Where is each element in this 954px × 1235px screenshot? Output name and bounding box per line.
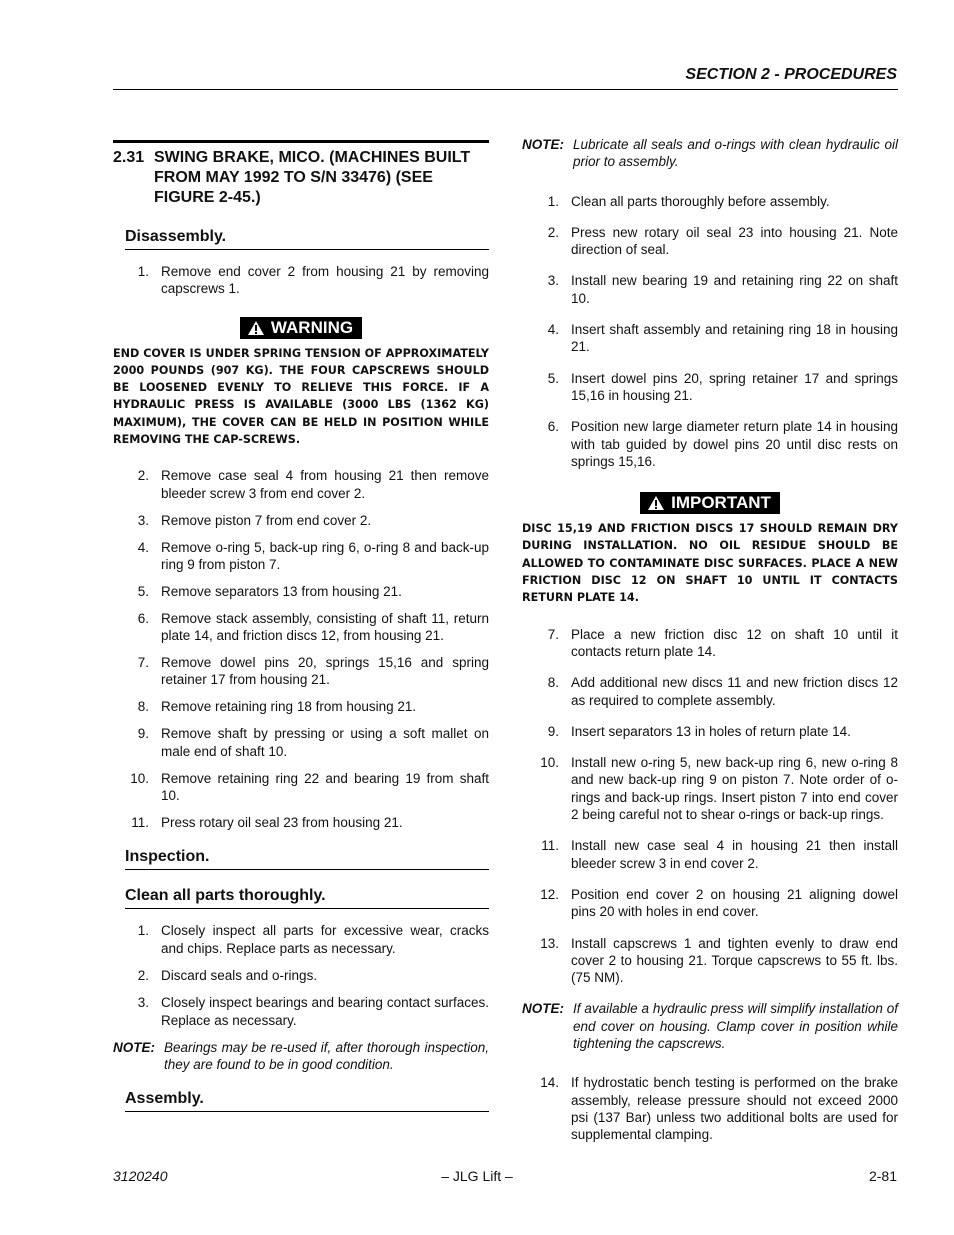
note-text: Lubricate all seals and o-rings with clean hydraulic oil prior to assembly. [573,137,898,170]
step-number: 6. [547,419,559,435]
step-number: 6. [137,610,149,626]
step-item [522,886,898,921]
step-number: 1. [137,264,149,279]
section-heading: SWING BRAKE, MICO. (MACHINES BUILT FROM MAY 1992 TO S/N 33476) (SEE FIGURE 2-45.) [154,149,471,206]
step-item [522,837,898,872]
step-number: 3. [547,273,559,289]
note-bearings [113,1039,489,1074]
step-item [113,512,489,529]
step-text: Remove retaining ring 18 from housing 21. [161,699,417,715]
step-text: Remove dowel pins 20, springs 15,16 and spring retainer 17 from housing 21. [161,655,489,688]
warning-text: END COVER IS UNDER SPRING TENSION OF APPROXIMATELY 2000 POUNDS (907 KG). THE FOUR CAPSCREWS SHOULD BE LOOSENED EVENLY TO RELIEVE THIS FORCE. IF A HYDRAULIC PRESS IS AVAILABLE (3000 LBS (1362 KG) MAXIMUM), THE COVER CAN BE HELD IN POSITION WHILE REMOVING THE CAP-SCREWS. [113,346,489,447]
disassembly-heading: Disassembly. [125,228,489,250]
footer-doc-number: 3120240 [113,1168,168,1184]
step-item [113,725,489,760]
step-item [522,674,898,709]
right-column [522,137,898,1143]
step-text: Press new rotary oil seal 23 into housing 21. Note direction of seal. [571,224,898,258]
footer-brand: – JLG Lift – [441,1168,513,1184]
step-text: Remove shaft by pressing or using a soft mallet on male end of shaft 10. [161,726,489,759]
step-item [522,754,898,823]
warning-triangle-icon [647,495,665,511]
step-text: Closely inspect all parts for excessive wear, cracks and chips. Replace parts as necessary. [161,923,489,956]
header-rule [113,89,898,90]
step-number: 7. [547,626,559,642]
step-number: 5. [137,583,149,599]
step-item [113,583,489,600]
important-label: IMPORTANT [671,493,771,513]
important-text: DISC 15,19 AND FRICTION DISCS 17 SHOULD REMAIN DRY DURING INSTALLATION. NO OIL RESIDUE SHOULD BE ALLOWED TO CONTAMINATE DISC SURFACES. PLACE A NEW FRICTION DISC 12 ON SHAFT 10 UNTIL IT CONTACTS RETURN PLATE 14. [522,522,898,605]
step-item [113,698,489,715]
step-text: If hydrostatic bench testing is performed on the brake assembly, release pressure should not exceed 2000 psi (137 Bar) unless two additional bolts are used for supplemental clamping. [571,1075,898,1143]
inspection-steps [113,922,489,1028]
left-column [113,140,489,1112]
note-label: NOTE: [113,1039,155,1055]
section-number: 2.31 [113,149,145,166]
step-number: 9. [547,723,559,739]
step-number: 4. [547,322,559,338]
step-text: Insert dowel pins 20, spring retainer 17 and springs 15,16 in housing 21. [571,370,898,403]
section-title [113,140,489,208]
step-number: 13. [540,935,559,951]
step-item [113,539,489,574]
important-badge [640,492,780,514]
step-item [113,967,489,984]
step-number: 3. [137,995,149,1011]
assembly-steps-first [522,193,898,471]
footer-page-number: 2-81 [868,1168,897,1184]
warning-label: WARNING [270,317,354,337]
step-text: Remove separators 13 from housing 21. [161,583,402,599]
step-number: 8. [547,675,559,691]
warning-banner [113,317,489,341]
inspection-heading: Inspection. [125,848,489,870]
important-banner [522,492,898,516]
step-item [522,935,898,987]
step-number: 3. [137,512,149,528]
step-text: Clean all parts thoroughly before assembly. [571,193,830,209]
step-text: Install new o-ring 5, new back-up ring 6, new o-ring 8 and new back-up ring 9 on piston 7. Note order of o-rings and back-up rings. Insert piston 7 into end cover 2 being careful not to shear o-rings or back-up rings. [571,755,898,823]
step-item [113,467,489,502]
step-text: Install new case seal 4 in housing 21 then install bleeder screw 3 in end cover 2. [571,838,898,871]
disassembly-steps-rest [113,467,489,831]
step-number: 1. [137,923,149,939]
step-number: 5. [547,370,559,386]
step-text: Add additional new discs 11 and new friction discs 12 as required to complete assembly. [571,675,898,708]
warning-triangle-icon [247,320,265,336]
step-item [113,922,489,957]
step-number: 7. [137,655,149,671]
step-item [113,770,489,805]
assembly-steps-mid [522,626,898,987]
note-text: Bearings may be re-used if, after thorough inspection, they are found to be in good condition. [164,1039,489,1073]
step-number: 2. [547,224,559,240]
note-label: NOTE: [522,137,564,152]
clean-heading: Clean all parts thoroughly. [125,887,489,909]
step-text: Remove retaining ring 22 and bearing 19 from shaft 10. [161,770,489,804]
note-lubricate [522,136,898,171]
step-number: 8. [137,699,149,715]
assembly-heading: Assembly. [125,1090,489,1112]
step-text: Press rotary oil seal 23 from housing 21. [161,815,403,831]
step-text: Insert shaft assembly and retaining ring 18 in housing 21. [571,322,898,355]
note-text: If available a hydraulic press will simplify installation of end cover on housing. Clamp cover in position while tightening the capscrews. [573,1001,898,1051]
step-number: 12. [540,886,559,902]
step-text: Remove stack assembly, consisting of shaft 11, return plate 14, and friction discs 12, from housing 21. [161,610,489,644]
step-text: Closely inspect bearings and bearing contact surfaces. Replace as necessary. [161,995,489,1028]
running-header: SECTION 2 - PROCEDURES [685,66,897,83]
step-text: Remove end cover 2 from housing 21 by removing capscrews 1. [161,264,489,297]
note-label: NOTE: [522,1001,564,1017]
step-text: Position end cover 2 on housing 21 aligning dowel pins 20 with holes in end cover. [571,886,898,920]
step-item [522,193,898,210]
step-item [113,610,489,645]
step-text: Remove case seal 4 from housing 21 then remove bleeder screw 3 from end cover 2. [161,468,489,501]
step-text: Discard seals and o-rings. [161,967,318,983]
step-number: 14. [540,1075,559,1091]
step-item [522,321,898,356]
step-text: Remove piston 7 from end cover 2. [161,512,372,528]
step-text: Position new large diameter return plate 14 in housing with tab guided by dowel pins 20 until disc rests on springs 15,16. [571,419,898,469]
step-number: 1. [547,193,559,209]
disassembly-steps-first [113,263,489,298]
step-item [113,654,489,689]
step-number: 10. [540,755,559,771]
step-item [113,263,489,298]
step-item [522,1074,898,1143]
step-number: 2. [137,468,149,484]
step-number: 2. [137,967,149,983]
step-item [522,370,898,405]
step-item [113,814,489,831]
step-text: Install new bearing 19 and retaining ring 22 on shaft 10. [571,273,898,306]
step-number: 4. [137,539,149,555]
step-item [522,224,898,259]
step-number: 11. [131,815,149,831]
step-item [522,723,898,740]
step-number: 9. [137,726,149,742]
note-hydraulic-press [522,1000,898,1052]
step-item [113,994,489,1029]
step-text: Install capscrews 1 and tighten evenly to draw end cover 2 to housing 21. Torque capscrews to 55 ft. lbs. (75 NM). [571,935,898,986]
step-text: Remove o-ring 5, back-up ring 6, o-ring 8 and back-up ring 9 from piston 7. [161,539,489,572]
assembly-steps-last [522,1074,898,1143]
warning-badge [240,317,362,339]
step-item [522,626,898,661]
step-number: 10. [130,770,149,786]
step-text: Insert separators 13 in holes of return plate 14. [571,723,851,739]
step-number: 11. [541,838,559,854]
step-item [522,418,898,470]
step-item [522,272,898,307]
step-text: Place a new friction disc 12 on shaft 10 until it contacts return plate 14. [571,626,898,659]
